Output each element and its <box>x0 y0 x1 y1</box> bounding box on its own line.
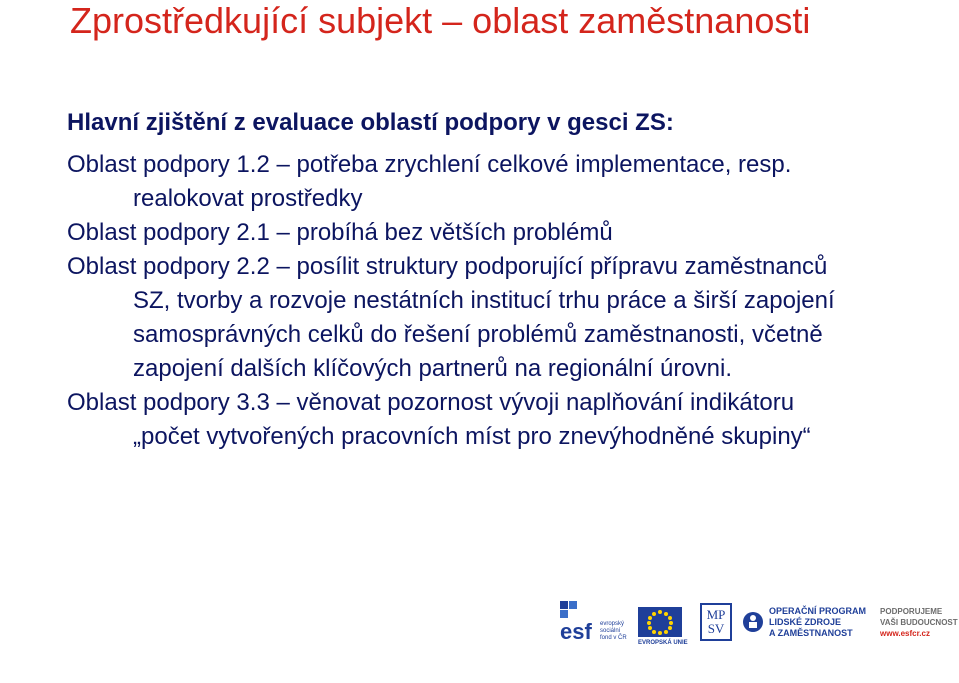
list-item-text: Oblast podpory 3.3 – věnovat pozornost vývoji naplňování indikátoru <box>67 389 795 416</box>
list-item-continuation: samosprávných celků do řešení problémů zaměstnanosti, včetně <box>133 321 823 348</box>
list-item-text: Oblast podpory 2.1 – probíhá bez větších problémů <box>67 219 613 246</box>
support-url: www.esfcr.cz <box>880 628 930 638</box>
list-item-continuation: „počet vytvořených pracovních míst pro znevýhodněné skupiny“ <box>133 423 811 450</box>
list-item-continuation: zapojení dalších klíčových partnerů na regionální úrovni. <box>133 355 733 382</box>
list-item-continuation: realokovat prostředky <box>133 185 363 212</box>
list-item-text: Oblast podpory 1.2 – potřeba zrychlení celkové implementace, resp. <box>67 151 792 178</box>
svg-text:esf: esf <box>560 619 592 643</box>
svg-text:evropský: evropský <box>600 621 625 627</box>
esf-logo-icon <box>560 601 630 643</box>
list-item <box>67 250 957 386</box>
footer-logos <box>560 598 958 646</box>
svg-text:fond v ČR: fond v ČR <box>600 635 627 641</box>
svg-text:sociální: sociální <box>600 628 621 634</box>
eu-flag-icon <box>638 607 688 646</box>
list-item <box>67 386 957 454</box>
slide-title: Zprostředkující subjekt – oblast zaměstnanosti <box>70 0 811 41</box>
list-item-continuation: SZ, tvorby a rozvoje nestátních institucí trhu práce a širší zapojení <box>133 287 835 314</box>
list-item <box>67 148 957 216</box>
mpsv-line1: MP <box>706 607 726 622</box>
op-lzz-logo <box>742 606 866 639</box>
mpsv-logo-icon <box>700 603 732 641</box>
section-heading: Hlavní zjištění z evaluace oblastí podpory v gesci ZS: <box>67 109 674 136</box>
slide-content <box>67 108 957 454</box>
list-item-text: Oblast podpory 2.2 – posílit struktury podporující přípravu zaměstnanců <box>67 253 828 280</box>
op-lzz-text: OPERAČNÍ PROGRAM LIDSKÉ ZDROJE A ZAMĚSTNANOST <box>769 605 867 638</box>
mpsv-line2: SV <box>707 621 725 636</box>
list-item <box>67 216 957 250</box>
eu-caption: EVROPSKÁ UNIE <box>638 640 688 646</box>
op-lzz-icon <box>742 611 764 633</box>
support-slogan: PODPORUJEME VAŠI BUDOUCNOST www.esfcr.cz <box>880 606 958 638</box>
